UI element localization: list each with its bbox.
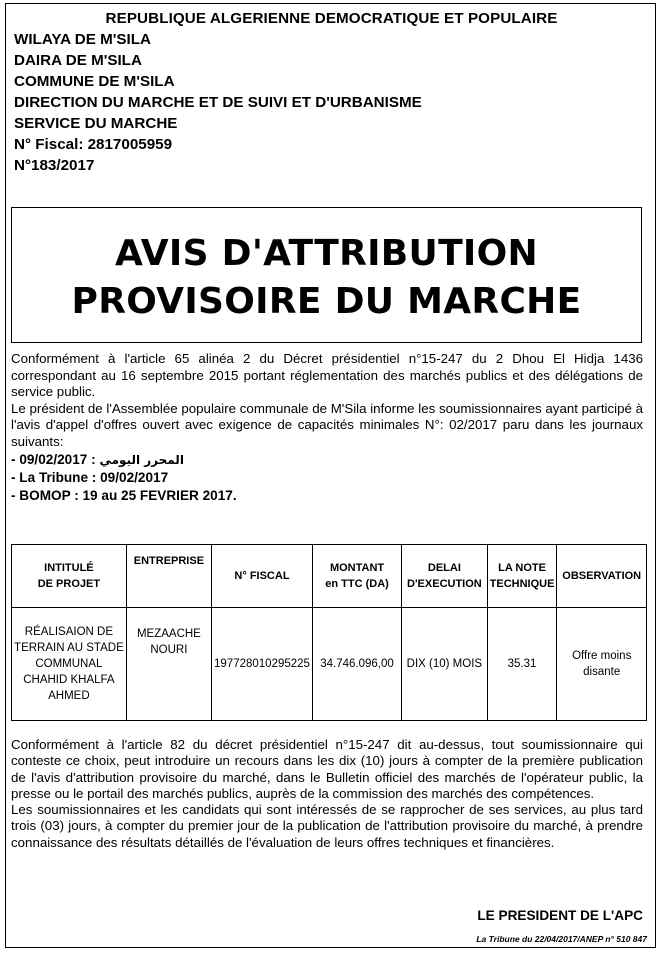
intro-paragraph-2: Le président de l'Assemblée populaire communale de M'Sila informe les soumissionnaires ayant participé à l'avis d'appel d'offres ouvert avec exigence de capacités minimales N°: 02/2017 paru dans les journaux suivants:	[11, 400, 643, 449]
journal-item-1: - المحرر اليومي : 09/02/2017	[11, 452, 184, 467]
header-commune: COMMUNE DE M'SILA	[14, 73, 175, 90]
intro-text	[11, 351, 643, 505]
closing-paragraph-1: Conformément à l'article 82 du décret présidentiel n°15-247 dit au-dessus, tout soumissionnaire qui conteste ce choix, peut introduire un recours dans les dix (10) jours à compter de la première publication de l'avis d'attribution provisoire du marché, dans le Bulletin officiel des marchés de l'opérateur public, la presse ou le portail des marchés publics, auprès de la commission des marchés des compétences.	[11, 737, 643, 801]
header-number: N°183/2017	[14, 157, 95, 174]
col-delai: DELAI D'EXECUTION	[402, 545, 488, 608]
title-box	[11, 207, 642, 343]
col-note: LA NOTE TECHNIQUE	[487, 545, 557, 608]
cell-fiscal: 197728010295225	[212, 608, 313, 721]
header-daira: DAIRA DE M'SILA	[14, 52, 142, 69]
header-republic: REPUBLIQUE ALGERIENNE DEMOCRATIQUE ET POPULAIRE	[105, 10, 558, 27]
journal-arabic-name: المحرر اليومي	[99, 453, 184, 467]
signature: LE PRESIDENT DE L'APC	[477, 908, 643, 923]
col-fiscal: N° FISCAL	[212, 545, 313, 608]
table-row	[12, 608, 647, 721]
closing-text	[11, 737, 643, 851]
title-line-2: PROVISOIRE DU MARCHE	[71, 281, 582, 322]
cell-delai: DIX (10) MOIS	[402, 608, 488, 721]
col-intitule: INTITULÉ DE PROJET	[12, 545, 127, 608]
cell-intitule: RÉALISAION DE TERRAIN AU STADE COMMUNAL CHAHID KHALFA AHMED	[12, 608, 127, 721]
journals-list	[11, 451, 643, 505]
header-direction: DIRECTION DU MARCHE ET DE SUIVI ET D'URBANISME	[14, 94, 422, 111]
cell-observation: Offre moins disante	[557, 608, 647, 721]
header-block	[6, 4, 655, 176]
col-entreprise: ENTREPRISE	[126, 545, 211, 608]
closing-paragraph-2: Les soumissionnaires et les candidats qui sont intéressés de se rapprocher de ses services, au plus tard trois (03) jours, à compter du premier jour de la publication de l'attribution provisoire du marché, à prendre connaissance des résultats détaillés de l'évaluation de leurs offres techniques et financières.	[11, 802, 643, 850]
publication-footer: La Tribune du 22/04/2017/ANEP n° 510 847	[476, 934, 647, 944]
title-line-1: AVIS D'ATTRIBUTION	[115, 233, 538, 274]
cell-note: 35.31	[487, 608, 557, 721]
cell-entreprise: MEZAACHE NOURI	[126, 608, 211, 721]
cell-montant: 34.746.096,00	[312, 608, 401, 721]
table-header-row	[12, 545, 647, 608]
journal-item-3: - BOMOP : 19 au 25 FEVRIER 2017.	[11, 488, 237, 503]
attribution-table	[11, 544, 647, 721]
notice-page	[5, 3, 656, 948]
journal-item-2: - La Tribune : 09/02/2017	[11, 470, 169, 485]
header-fiscal: N° Fiscal: 2817005959	[14, 136, 173, 153]
header-service: SERVICE DU MARCHE	[14, 115, 178, 132]
journal-1-date: : 09/02/2017	[19, 452, 96, 467]
header-wilaya: WILAYA DE M'SILA	[14, 31, 151, 48]
col-observation: OBSERVATION	[557, 545, 647, 608]
col-montant: MONTANT en TTC (DA)	[312, 545, 401, 608]
intro-paragraph-1: Conformément à l'article 65 alinéa 2 du Décret présidentiel n°15-247 du 2 Dhou El Hidja 1436 correspondant au 16 septembre 2015 portant réglementation des marchés publics et des délégations de service public.	[11, 351, 643, 399]
